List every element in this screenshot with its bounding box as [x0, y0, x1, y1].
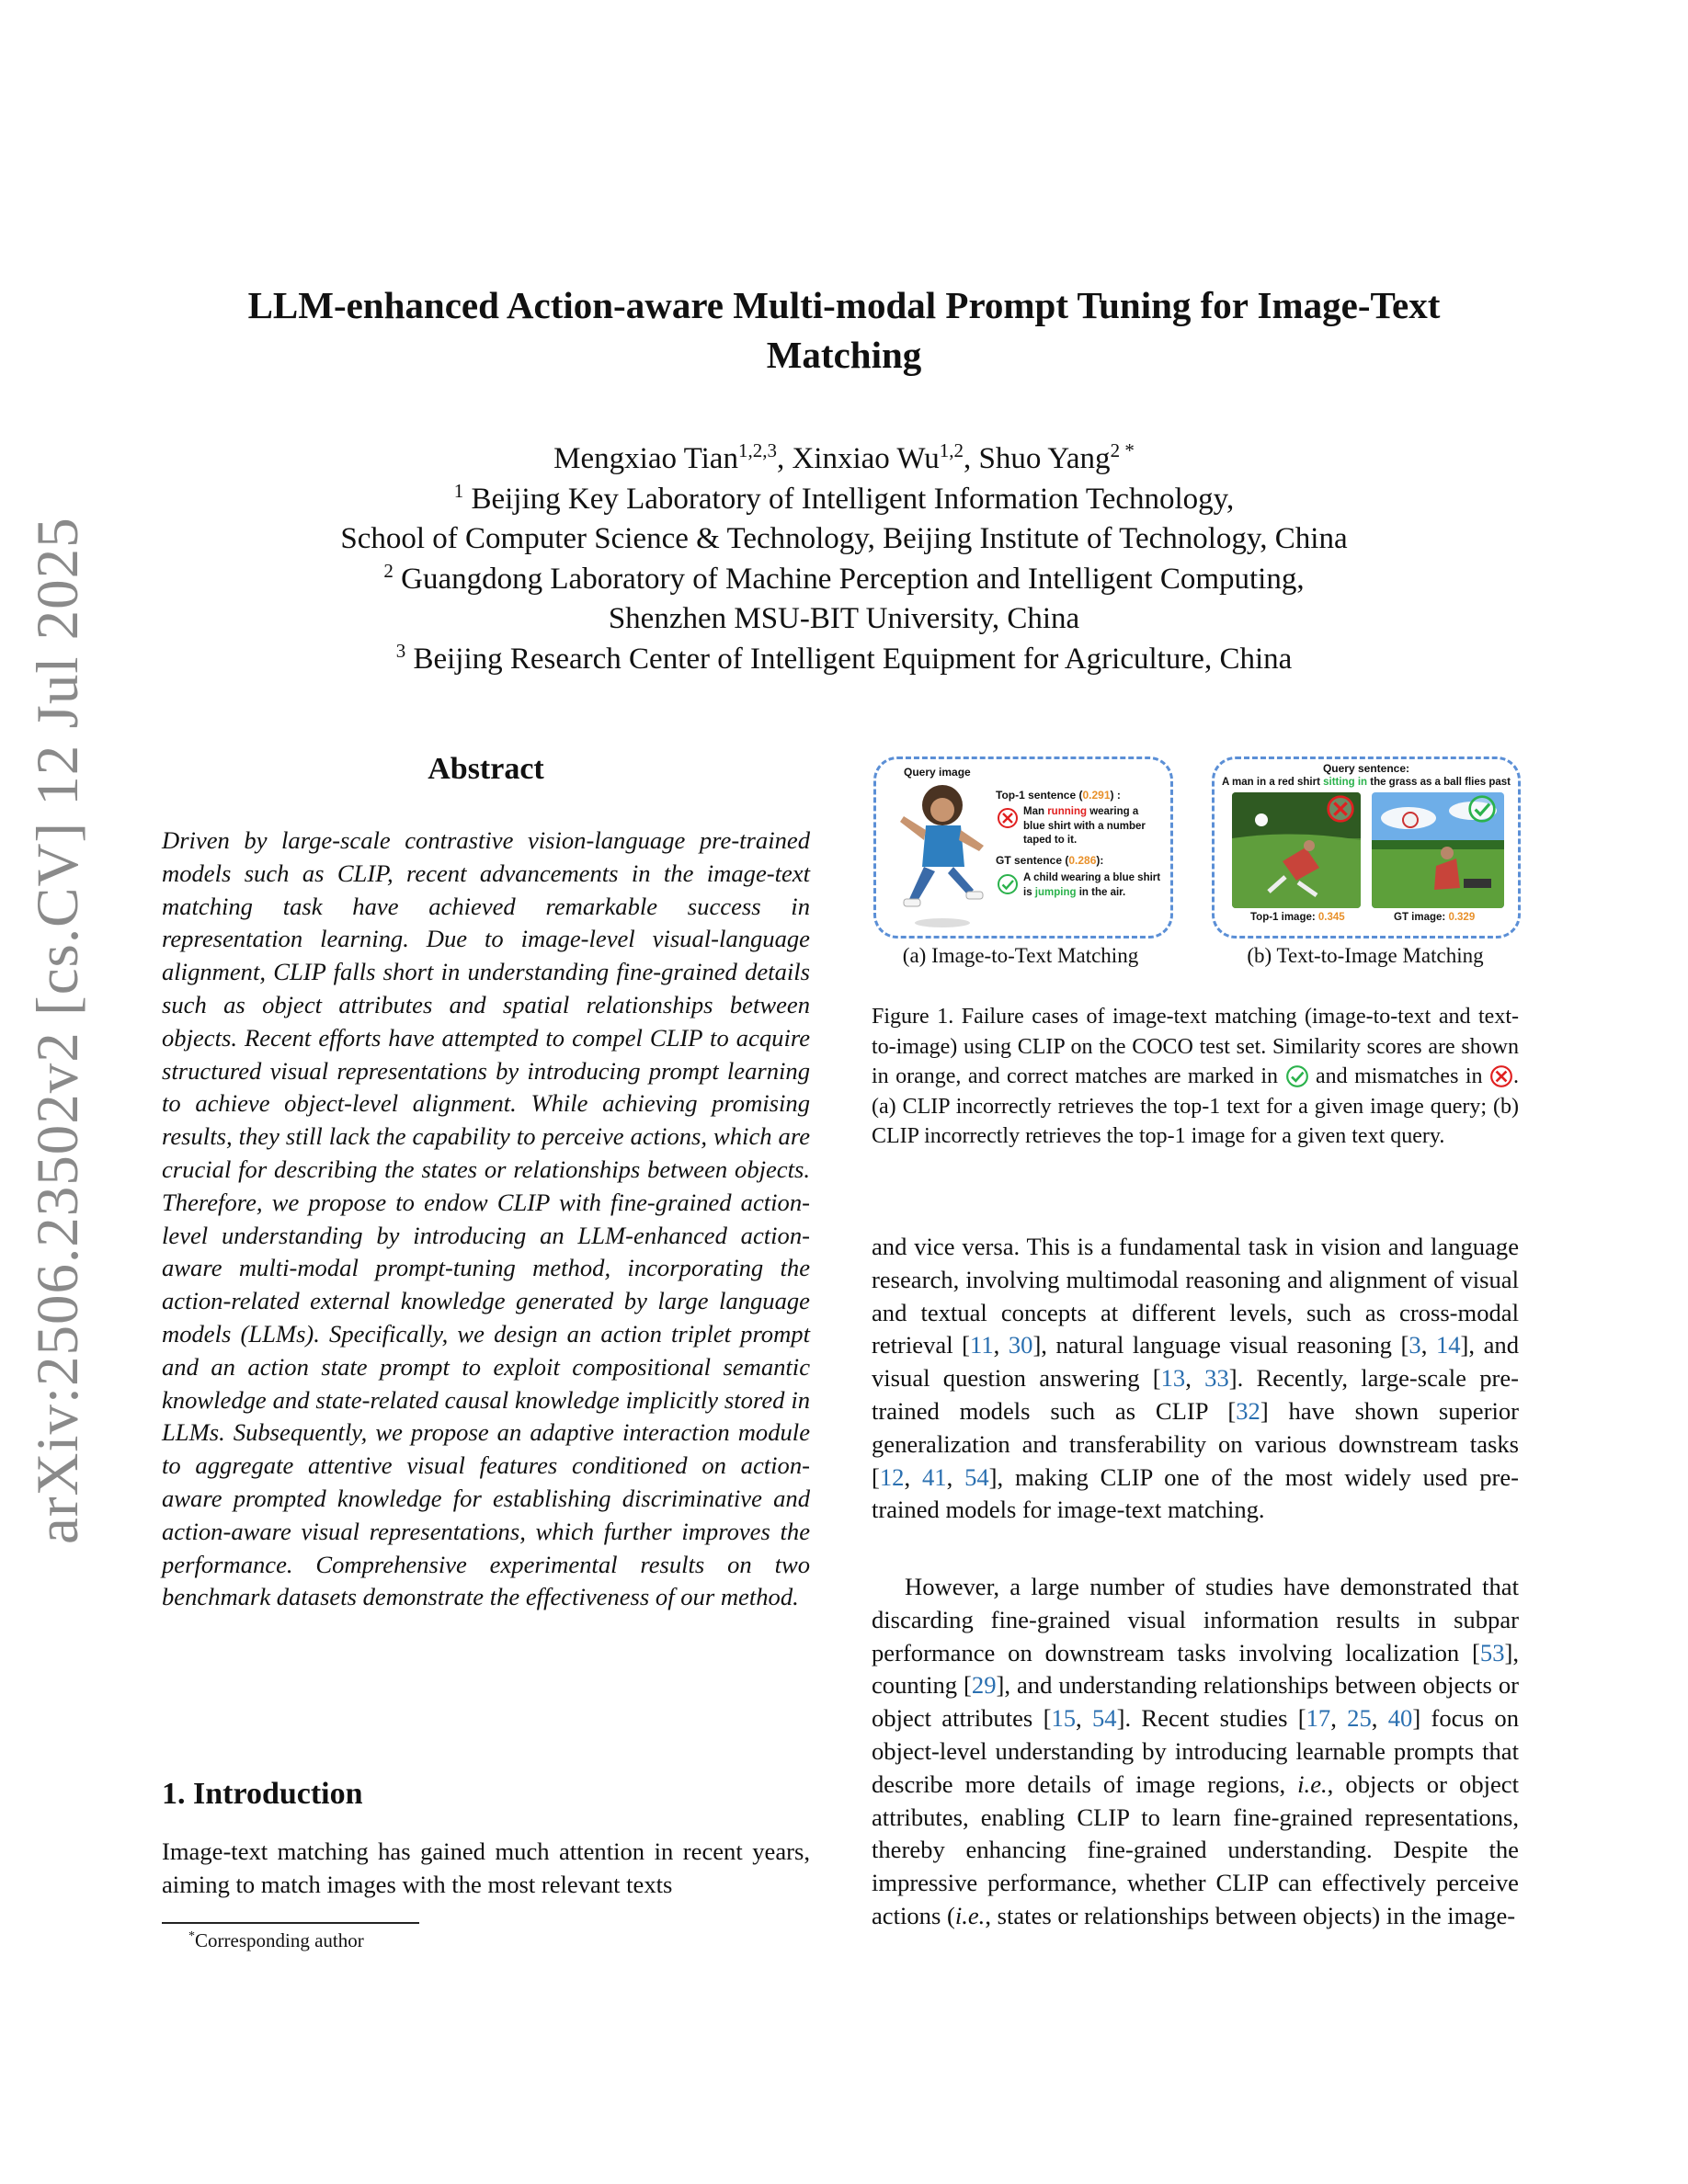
subfigure-a-caption: (a) Image-to-Text Matching: [902, 944, 1139, 967]
title-line-2: Matching: [766, 334, 922, 376]
author-3-sup: 2 *: [1110, 439, 1135, 461]
query-sentence-post: the grass as a ball flies past: [1367, 777, 1511, 788]
gt-image-label-text: GT image:: [1394, 912, 1449, 923]
gt-image-score: 0.329: [1448, 912, 1476, 923]
figure-caption-part-2: and mismatches in: [1315, 1064, 1483, 1089]
citation-link[interactable]: 54: [964, 1462, 989, 1491]
gt-sentence-close: ):: [1096, 854, 1104, 867]
gt-sentence-label-text: GT sentence (: [996, 854, 1069, 867]
affiliation-3-sup: 3: [395, 639, 406, 662]
figure-caption-part-3: . (a) CLIP incorrectly retrieves the top-1 text for a given image query; (b) CLIP incorrectly retrieves the top-1 image for a given text query.: [872, 1064, 1520, 1149]
query-sentence-highlight: sitting in: [1323, 777, 1368, 788]
section-heading-introduction: 1. Introduction: [162, 1777, 363, 1811]
gt-text-post: in the air.: [1076, 886, 1126, 898]
gt-text-highlight: jumping: [1034, 886, 1077, 898]
rp2-ie-1: i.e.: [1297, 1769, 1328, 1798]
top1-sentence-label: [996, 789, 1121, 802]
affiliation-2-line-2: Shenzhen MSU-BIT University, China: [608, 602, 1080, 635]
caption-check-icon: [1285, 1064, 1309, 1088]
right-paragraph-2: However, a large number of studies have demonstrated that discarding fine-grained visual information results in subpar performance on downstream tasks involving localization [53], counting [29], and understanding relationships between objects or object attributes [15, 54]. Recent studies [17, 25, 40] focus on object-level understanding by introducing learnable prompts that describe more details of image regions, i.e., objects or object attributes, enabling CLIP to learn fine-grained representations, thereby enhancing fine-grained understanding. Despite the impressive performance, whether CLIP can effectively perceive actions (i.e., states or relationships between objects) in the image-: [872, 1573, 1520, 1929]
rp1-text-2: ], natural language visual reasoning [: [1032, 1331, 1409, 1359]
citation-link[interactable]: 41: [921, 1462, 947, 1491]
top1-mismatch-x-icon: [1326, 794, 1355, 824]
rp1-text-4: ]. Recently, large-scale pre-trained models such as CLIP [: [872, 1364, 1520, 1425]
figure-caption-part-1: Figure 1. Failure cases of image-text matching (image-to-text and text-to-image) using CLIP on the COCO test set. Similarity scores are shown in orange, and correct matches are marked in: [872, 1005, 1519, 1089]
query-sentence-text: [1212, 777, 1521, 788]
gt-text-pre: A child wearing a blue shirt is: [1023, 872, 1161, 898]
citation-link[interactable]: 25: [1347, 1704, 1372, 1733]
footnote-text: Corresponding author: [195, 1929, 364, 1951]
rp2-text-2: ], counting [: [872, 1638, 1519, 1700]
citation-link[interactable]: 15: [1051, 1704, 1077, 1733]
rp2-text-6: , objects or object attributes, enabling CLIP to learn fine-grained representations, thereby enhancing fine-grained understanding. Despite the impressive performance, whether CLIP can effectively perceive actions (: [872, 1769, 1519, 1929]
title-line-1: LLM-enhanced Action-aware Multi-modal Prompt Tuning for Image-Text: [247, 284, 1441, 326]
footnote: [188, 1929, 364, 1952]
affiliation-1-line-1: Beijing Key Laboratory of Intelligent Information Technology,: [471, 482, 1235, 516]
affiliation-2-line-1: Guangdong Laboratory of Machine Perception and Intelligent Computing,: [401, 562, 1305, 596]
paper-title: [165, 280, 1523, 380]
rp2-text-3: ], and understanding relationships between objects or object attributes [: [872, 1671, 1519, 1733]
rp2-text-7: , states or relationships between objects) in the image-: [985, 1901, 1516, 1929]
top1-sentence-text: [1023, 805, 1163, 848]
rp1-text-1: and vice versa. This is a fundamental task in vision and language research, involving multimodal reasoning and alignment of visual and textual concepts at different levels, such as cross-modal retrieval [: [872, 1233, 1519, 1359]
gt-match-check-icon: [1467, 794, 1497, 824]
citation-link[interactable]: 54: [1092, 1704, 1117, 1733]
gt-sentence-text: [1023, 871, 1166, 900]
affiliation-3: [165, 640, 1523, 680]
top1-sentence-close: ) :: [1110, 789, 1121, 802]
caption-x-icon: [1489, 1064, 1513, 1088]
affiliation-3-line-1: Beijing Research Center of Intelligent Equipment for Agriculture, China: [413, 642, 1293, 676]
author-names: Mengxiao Tian$^{1,2,3}$, Xinxiao Wu$^{1,2}$, Shuo Yang$^{2 *}$: [553, 439, 1135, 475]
affiliation-1-line-2: School of Computer Science & Technology, Beijing Institute of Technology, China: [340, 522, 1348, 555]
subfigure-b-caption: (b) Text-to-Image Matching: [1247, 944, 1484, 967]
citation-link[interactable]: 12: [879, 1462, 905, 1491]
query-image-child-photo: [896, 779, 988, 932]
gt-sentence-label: [996, 854, 1103, 867]
affiliation-2-sup: 2: [383, 559, 393, 582]
citation-link[interactable]: 3: [1409, 1331, 1421, 1359]
citation-link[interactable]: 17: [1306, 1704, 1331, 1733]
footnote-rule: [162, 1922, 419, 1924]
mismatch-x-icon: [997, 807, 1019, 829]
affiliation-2: [165, 560, 1523, 600]
rp2-text-5: ] focus on object-level understanding by introducing learnable prompts that describe more details of image regions,: [872, 1704, 1520, 1798]
top1-text-post: wearing a blue shirt with a number taped to it.: [1023, 806, 1146, 846]
rp2-text-4: ]. Recent studies [: [1116, 1704, 1306, 1733]
top1-image-score: 0.345: [1317, 912, 1345, 923]
author-3: Shuo Yang: [978, 442, 1111, 475]
gt-image-label: [1394, 912, 1475, 923]
top1-image-label-text: Top-1 image:: [1250, 912, 1318, 923]
author-1-sup: 1,2,3: [737, 439, 777, 461]
author-2: Xinxiao Wu: [792, 442, 940, 475]
abstract-text: Driven by large-scale contrastive vision-language pre-trained models such as CLIP, recent advancements in the image-text matching task have achieved remarkable success in representation learning. Due to image-level visual-language alignment, CLIP falls short in understanding fine-grained details such as object attributes and spatial relationships between objects. Recent efforts have attempted to compel CLIP to acquire structured visual representations by introducing prompt learning to achieve object-level alignment. While achieving promising results, they still lack the capability to perceive actions, which are crucial for describing the states or relationships between objects. Therefore, we propose to endow CLIP with fine-grained action-level understanding by introducing an LLM-enhanced action-aware multi-modal prompt-tuning method, incorporating the action-related external knowledge generated by large language models (LLMs). Specifically, we design an action triplet prompt and an action state prompt to exploit compositional semantic knowledge and state-related causal knowledge implicitly stored in LLMs. Subsequently, we propose an adaptive interaction module to aggregate attentive visual features conditioned on action-aware prompted knowledge for establishing discriminative and action-aware visual representations, which further improves the performance. Comprehensive experimental results on two benchmark datasets demonstrate the effectiveness of our method.: [162, 826, 810, 1611]
intro-paragraph-1: Image-text matching has gained much attention in recent years, aiming to match images with the most relevant texts: [162, 1837, 810, 1898]
rp1-text-3: ], and visual question answering [: [872, 1331, 1520, 1393]
top1-sentence-label-text: Top-1 sentence (: [996, 789, 1083, 802]
citation-link[interactable]: 11: [970, 1331, 994, 1359]
match-check-icon: [997, 873, 1019, 895]
abstract-heading: Abstract: [428, 752, 544, 786]
citation-link[interactable]: 29: [971, 1671, 997, 1700]
query-sentence-pre: A man in a red shirt: [1221, 777, 1324, 788]
citation-link[interactable]: 53: [1479, 1638, 1505, 1666]
gt-sentence-score: 0.286: [1068, 854, 1097, 867]
rp1-text-6: ], making CLIP one of the most widely used pre-trained models for image-text matching.: [872, 1462, 1520, 1524]
citation-link[interactable]: 13: [1160, 1364, 1186, 1393]
rp2-ie-2: i.e.: [954, 1901, 986, 1929]
footnote-mark: *: [188, 1929, 195, 1943]
citation-link[interactable]: 30: [1008, 1331, 1033, 1359]
query-sentence-label: Query sentence:: [1322, 762, 1410, 775]
citation-link[interactable]: 14: [1435, 1331, 1461, 1359]
author-2-sup: 1,2: [939, 439, 964, 461]
citation-link[interactable]: 33: [1204, 1364, 1229, 1393]
citation-link[interactable]: 40: [1387, 1704, 1413, 1733]
rp1-text-5: ] have shown superior generalization and transferability on various downstream tasks [: [872, 1396, 1520, 1491]
top1-sentence-score: 0.291: [1082, 789, 1111, 802]
author-1: Mengxiao Tian: [553, 442, 738, 475]
figure-1-caption: [872, 1002, 1519, 1152]
affiliation-1: [165, 480, 1523, 520]
query-image-label: Query image: [904, 766, 971, 779]
top1-text-pre: Man: [1023, 806, 1048, 817]
arxiv-identifier: arXiv:2506.23502v2 [cs.CV] 12 Jul 2025: [25, 517, 91, 1544]
citation-link[interactable]: 32: [1236, 1396, 1260, 1425]
top1-image-label: [1250, 912, 1345, 923]
top1-text-highlight: running: [1047, 806, 1087, 817]
rp2-text-1: However, a large number of studies have demonstrated that discarding fine-grained visual information results in subpar performance on downstream tasks involving localization [: [872, 1573, 1519, 1666]
right-paragraph-1: and vice versa. This is a fundamental task in vision and language research, involving multimodal reasoning and alignment of visual and textual concepts at different levels, such as cross-modal retrieval [11, 30], natural language visual reasoning [3, 14], and visual question answering [13, 33]. Recently, large-scale pre-trained models such as CLIP [32] have shown superior generalization and transferability on various downstream tasks [12, 41, 54], making CLIP one of the most widely used pre-trained models for image-text matching.: [872, 1233, 1520, 1524]
affiliation-1-sup: 1: [453, 479, 464, 502]
author-block: [165, 439, 1523, 679]
